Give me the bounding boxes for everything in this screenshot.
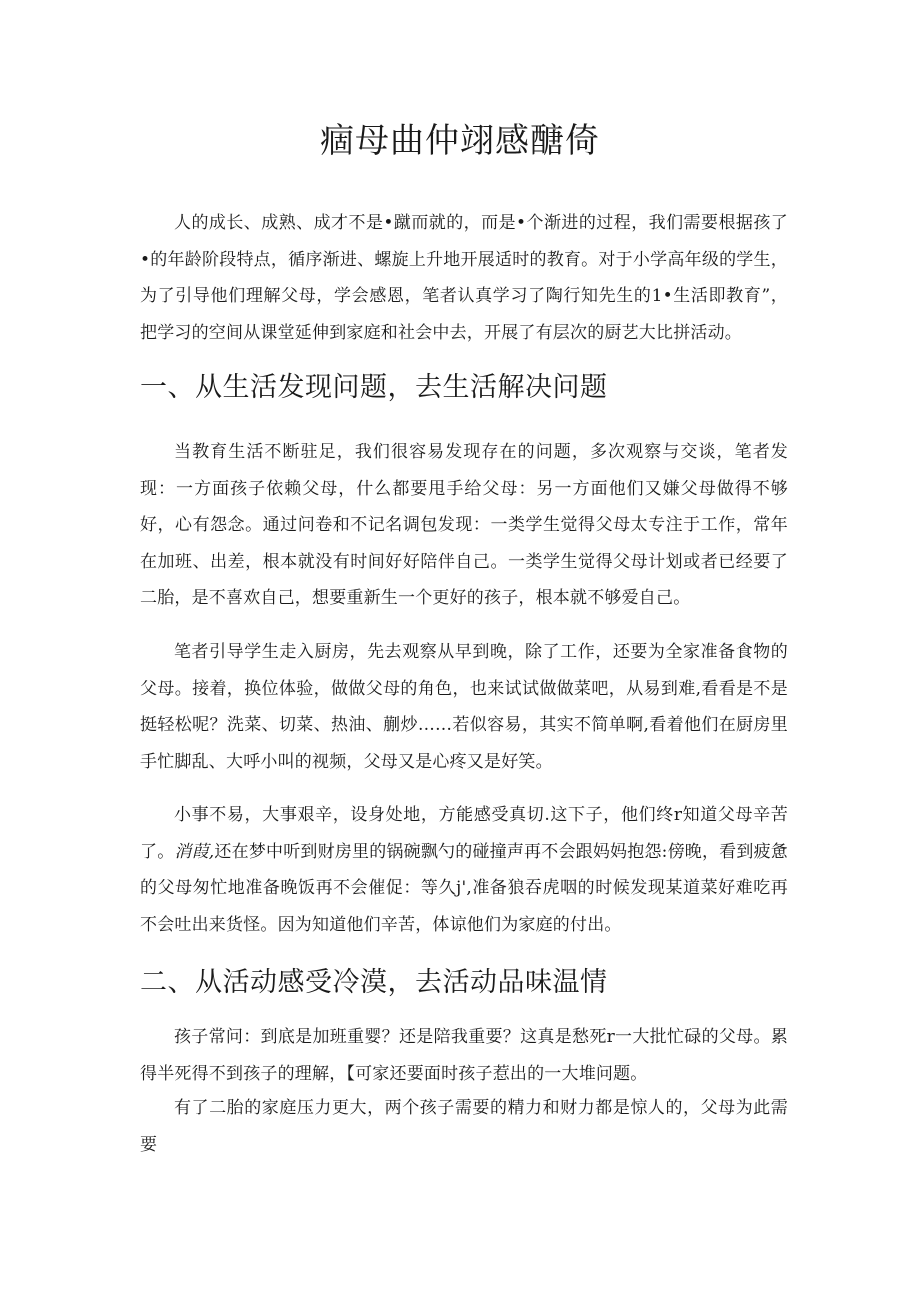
section-2-heading: 二、从活动感受冷漠，去活动品味温情 bbox=[140, 967, 608, 998]
section-1-heading: 一、从生活发现问题，去生活解决问题 bbox=[140, 372, 608, 403]
paragraph-3-start: 小事不易，大事艰辛，设身处地，方能感受真切.这下子，他们终r知道父母辛苦了。 bbox=[140, 805, 788, 862]
section-1-paragraph-1: 当教育生活不断驻足，我们很容易发现存在的问题，多次观察与交谈，笔者发现：一方面孩子依赖父母，什么都要甩手给父母：另一方面他们又嫌父母做得不够好，心有怨念。通过问卷和不记名调包发现：一类学生觉得父母太专注于工作，常年在加班、出差，根本就没有时间好好陪伴自己。一类学生觉得父母计划或者已经要了二胎，是不喜欢自己，想要重新生一个更好的孩子，根本就不够爱自己。 bbox=[140, 442, 788, 608]
section-1-paragraph-3 bbox=[140, 797, 788, 943]
paragraph-3-rest: 还在梦中听到财房里的锅碗飘勺的碰撞声再不会跟妈妈抱怨:傍晚，看到疲惫的父母匆忙地准备晚饭再不会催促：等久j',准备狼吞虎咽的时候发现某道菜好难吃再不会吐出来货怪。因为知道他们辛苦，体谅他们为家庭的付出。 bbox=[140, 841, 788, 935]
section-2-paragraph-2: 有了二胎的家庭压力更大，两个孩子需要的精力和财力都是惊人的，父母为此需要 bbox=[140, 1098, 788, 1155]
paragraph-3-italic-word: 消葭, bbox=[174, 841, 215, 862]
document-title: 痼母曲仲翊感醣倚 bbox=[320, 121, 600, 161]
section-1-paragraph-2: 笔者引导学生走入厨房，先去观察从早到晚，除了工作，还要为全家准备食物的父母。接着，换位体验，做做父母的角色，也来试试做做菜吧，从易到难,看看是不是挺轻松呢？洗菜、切菜、热油、蒯炒……若似容易，其实不简单啊,看着他们在厨房里手忙脚乱、大呼小叫的视频，父母又是心疼又是好笑。 bbox=[140, 642, 788, 772]
intro-paragraph: 人的成长、成熟、成才不是•蹴而就的，而是•个渐进的过程，我们需要根据孩了•的年龄阶段特点，循序渐进、螺旋上升地开展适时的教育。对于小学高年级的学生，为了引导他们理解父母，学会感恩，笔者认真学习了陶行知先生的1•生活即教育”，把学习的空间从课堂延伸到家庭和社会中去，开展了有层次的厨艺大比拼活动。 bbox=[140, 213, 788, 343]
section-2-paragraph-1: 孩子常问：到底是加班重婴？还是陪我重要？这真是愁死r一大批忙碌的父母。累得半死得不到孩子的理解，【可家还要面时孩子惹出的一大堆问题。 bbox=[140, 1027, 788, 1084]
